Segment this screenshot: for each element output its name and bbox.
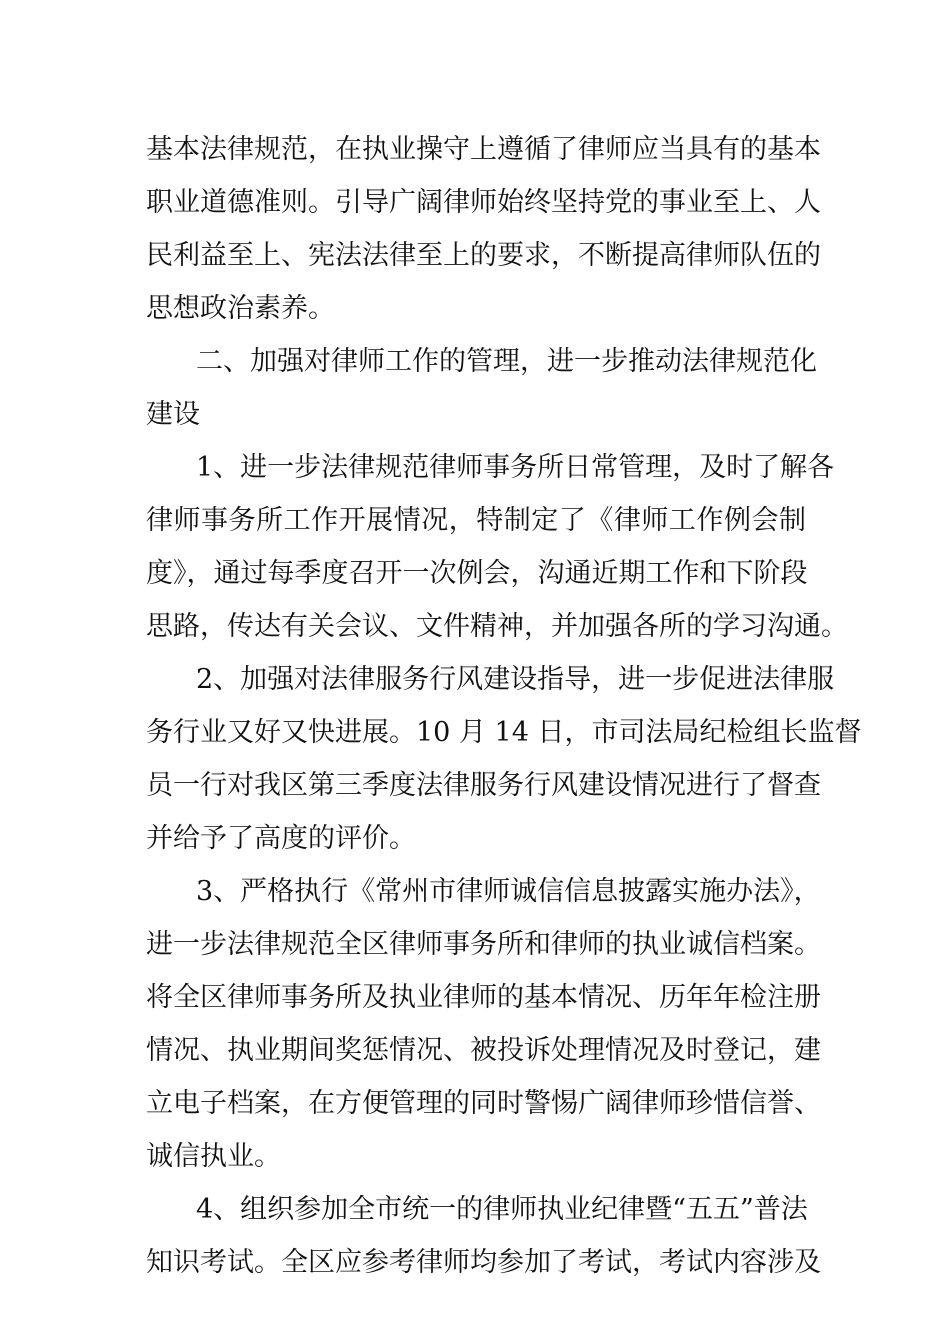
text-line: 基本法律规范，在执业操守上遵循了律师应当具有的基本 bbox=[146, 134, 821, 165]
section-heading-line: 二、加强对律师工作的管理，进一步推动法律规范化 bbox=[196, 346, 817, 377]
text-line: 进一步法律规范全区律师事务所和律师的执业诚信档案。 bbox=[146, 929, 821, 960]
text-line: 诚信执业。 bbox=[146, 1141, 281, 1172]
text-line: 将全区律师事务所及执业律师的基本情况、历年年检注册 bbox=[146, 982, 821, 1013]
text-line: 思想政治素养。 bbox=[146, 293, 335, 324]
text-line: 1、进一步法律规范律师事务所日常管理，及时了解各 bbox=[196, 452, 835, 483]
text-line: 务行业又好又快进展。10 月 14 日，市司法局纪检组长监督 bbox=[146, 717, 862, 748]
text-line: 情况、执业期间奖惩情况、被投诉处理情况及时登记，建 bbox=[146, 1035, 821, 1066]
text-line: 员一行对我区第三季度法律服务行风建设情况进行了督查 bbox=[146, 770, 821, 801]
text-line: 职业道德准则。引导广阔律师始终坚持党的事业至上、人 bbox=[146, 187, 821, 218]
text-line: 知识考试。全区应参考律师均参加了考试，考试内容涉及 bbox=[146, 1247, 821, 1278]
text-line: 2、加强对法律服务行风建设指导，进一步促进法律服 bbox=[196, 664, 835, 695]
text-line: 律师事务所工作开展情况，特制定了《律师工作例会制 bbox=[146, 505, 806, 536]
text-line: 民利益至上、宪法法律至上的要求，不断提高律师队伍的 bbox=[146, 240, 821, 271]
text-line: 度》，通过每季度召开一次例会，沟通近期工作和下阶段 bbox=[146, 558, 808, 589]
text-line: 立电子档案，在方便管理的同时警惕广阔律师珍惜信誉、 bbox=[146, 1088, 821, 1119]
text-line: 思路，传达有关会议、文件精神，并加强各所的学习沟通。 bbox=[146, 611, 848, 642]
text-line: 并给予了高度的评价。 bbox=[146, 823, 416, 854]
text-line: 3、严格执行《常州市律师诚信信息披露实施办法》， bbox=[196, 876, 821, 907]
section-heading-line: 建设 bbox=[146, 399, 200, 430]
text-line: 4、组织参加全市统一的律师执业纪律暨“五五”普法 bbox=[196, 1194, 808, 1225]
